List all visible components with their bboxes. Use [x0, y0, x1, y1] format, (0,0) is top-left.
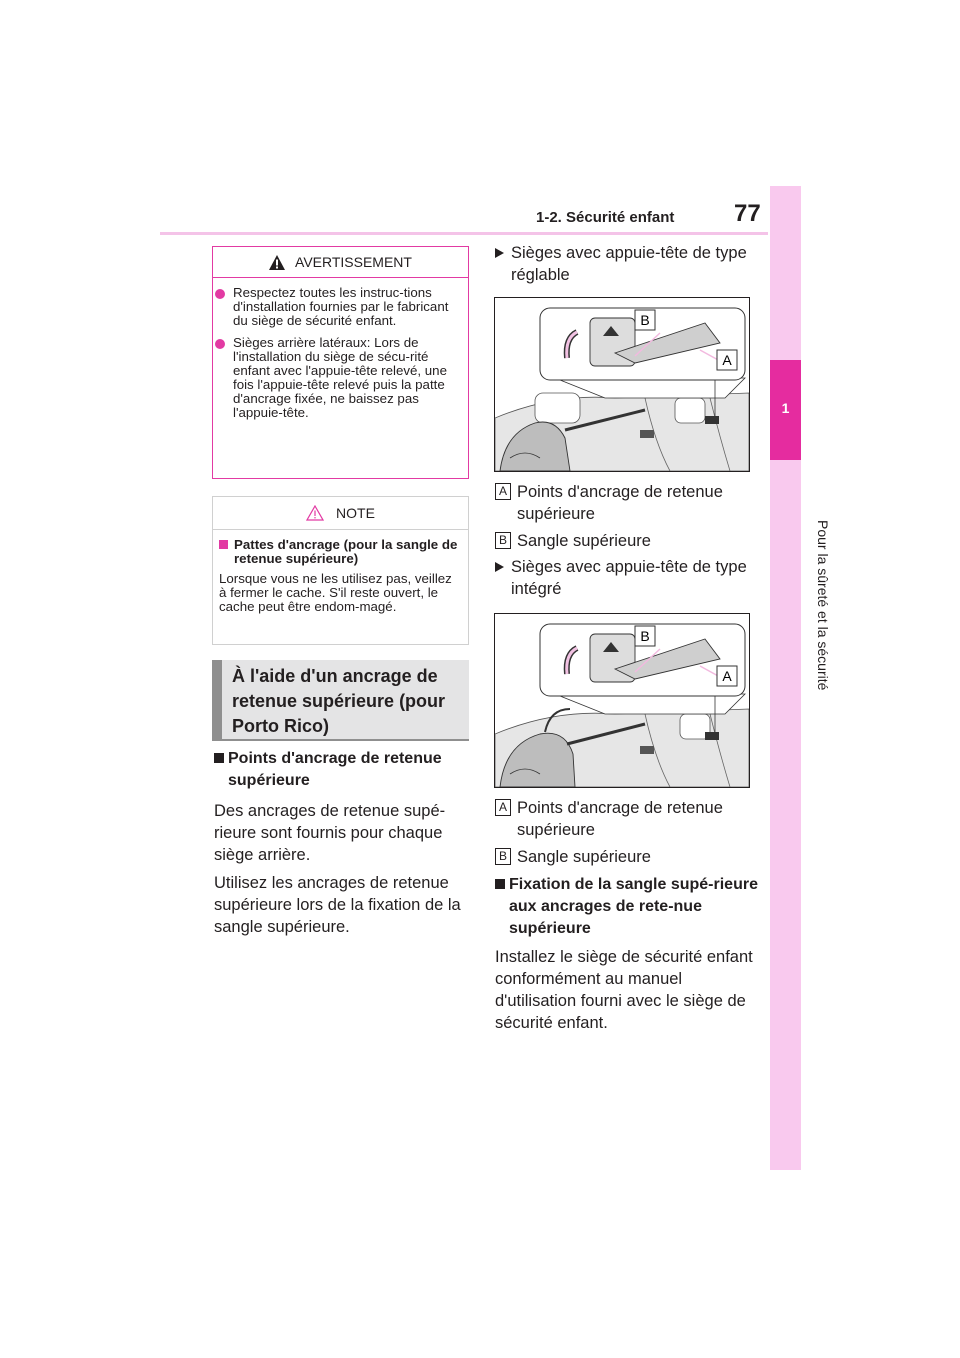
page-number: 77 — [734, 200, 761, 227]
square-bullet-icon — [214, 753, 224, 763]
section-heading: À l'aide d'un ancrage de retenue supérieure (pour Porto Rico) — [212, 660, 469, 739]
bullet-integrated-headrest — [495, 556, 771, 600]
note-subheading — [219, 538, 462, 566]
header-rule — [160, 232, 768, 235]
note-header — [213, 497, 468, 530]
bullet-dot-icon — [215, 339, 225, 349]
warning-header — [213, 247, 468, 278]
section-title: 1-2. Sécurité enfant — [536, 209, 675, 226]
caption-text: Points d'ancrage de retenue supérieure — [517, 799, 723, 839]
paragraph: Des ancrages de retenue supé-rieure sont fournis pour chaque siège arrière. — [214, 802, 446, 864]
warning-item-text: Sièges arrière latéraux: Lors de l'installation du siège de sécu-rité enfant avec l'appuie-tête relevé, une fois l'appuie-tête relevé puis la patte d'ancrage fixée, ne baissez pas l'appuie-tête. — [233, 335, 447, 420]
figure-label-b: B — [640, 312, 650, 328]
caption-top-strap — [495, 530, 772, 552]
seat-anchor-illustration — [495, 614, 749, 787]
bullet-text: Sièges avec appuie-tête de type intégré — [511, 558, 747, 598]
subheading-text: Fixation de la sangle supé-rieure aux ancrages de rete-nue supérieure — [509, 876, 758, 937]
subheading-anchor-points — [214, 748, 486, 792]
figure-label-b: B — [640, 628, 650, 644]
note-title: NOTE — [336, 505, 375, 521]
caption-label-b: B — [495, 532, 511, 549]
caption-label-a: A — [495, 483, 511, 500]
triangle-bullet-icon — [495, 562, 504, 572]
figure-adjustable-headrest — [494, 297, 750, 472]
caption-text: Sangle supérieure — [517, 532, 651, 550]
figure-label-a: A — [722, 668, 732, 684]
bullet-adjustable-headrest — [495, 242, 771, 286]
chapter-number: 1 — [781, 400, 790, 416]
subheading-text: Points d'ancrage de retenue supérieure — [228, 750, 442, 789]
seat-anchor-illustration — [495, 298, 749, 471]
caption-label-b: B — [495, 848, 511, 865]
warning-item — [215, 336, 468, 420]
section-heading-rule — [212, 739, 469, 741]
warning-icon — [269, 255, 285, 270]
figure-integrated-headrest — [494, 613, 750, 788]
paragraph: Utilisez les ancrages de retenue supérieure lors de la fixation de la sangle supérieure. — [214, 874, 461, 936]
note-box — [212, 496, 469, 645]
caption-anchor-points — [495, 481, 772, 525]
square-bullet-icon — [219, 540, 228, 549]
caption-label-a: A — [495, 799, 511, 816]
warning-item — [215, 286, 468, 328]
chapter-title-text: Pour la sûreté et la sécurité — [815, 520, 831, 691]
caption-anchor-points — [495, 797, 772, 841]
subheading-strap-fixation — [495, 874, 767, 940]
warning-title: AVERTISSEMENT — [295, 254, 412, 270]
warning-box — [212, 246, 469, 479]
paragraph: Installez le siège de sécurité enfant conformément au manuel d'utilisation fourni avec le siège de sécurité enfant. — [495, 948, 753, 1032]
caption-text: Points d'ancrage de retenue supérieure — [517, 483, 723, 523]
note-body: Lorsque vous ne les utilisez pas, veillez à fermer le cache. S'il reste ouvert, le cache peut être endom-magé. — [219, 571, 452, 614]
figure-label-a: A — [722, 352, 732, 368]
warning-item-text: Respectez toutes les instruc-tions d'installation fournies par le fabricant du siège de sécurité enfant. — [233, 285, 449, 328]
bullet-text: Sièges avec appuie-tête de type réglable — [511, 244, 747, 284]
caption-top-strap — [495, 846, 772, 868]
triangle-bullet-icon — [495, 248, 504, 258]
note-subheading-text: Pattes d'ancrage (pour la sangle de retenue supérieure) — [234, 537, 458, 566]
bullet-dot-icon — [215, 289, 225, 299]
caption-text: Sangle supérieure — [517, 848, 651, 866]
square-bullet-icon — [495, 879, 505, 889]
caution-outline-icon — [306, 505, 324, 521]
